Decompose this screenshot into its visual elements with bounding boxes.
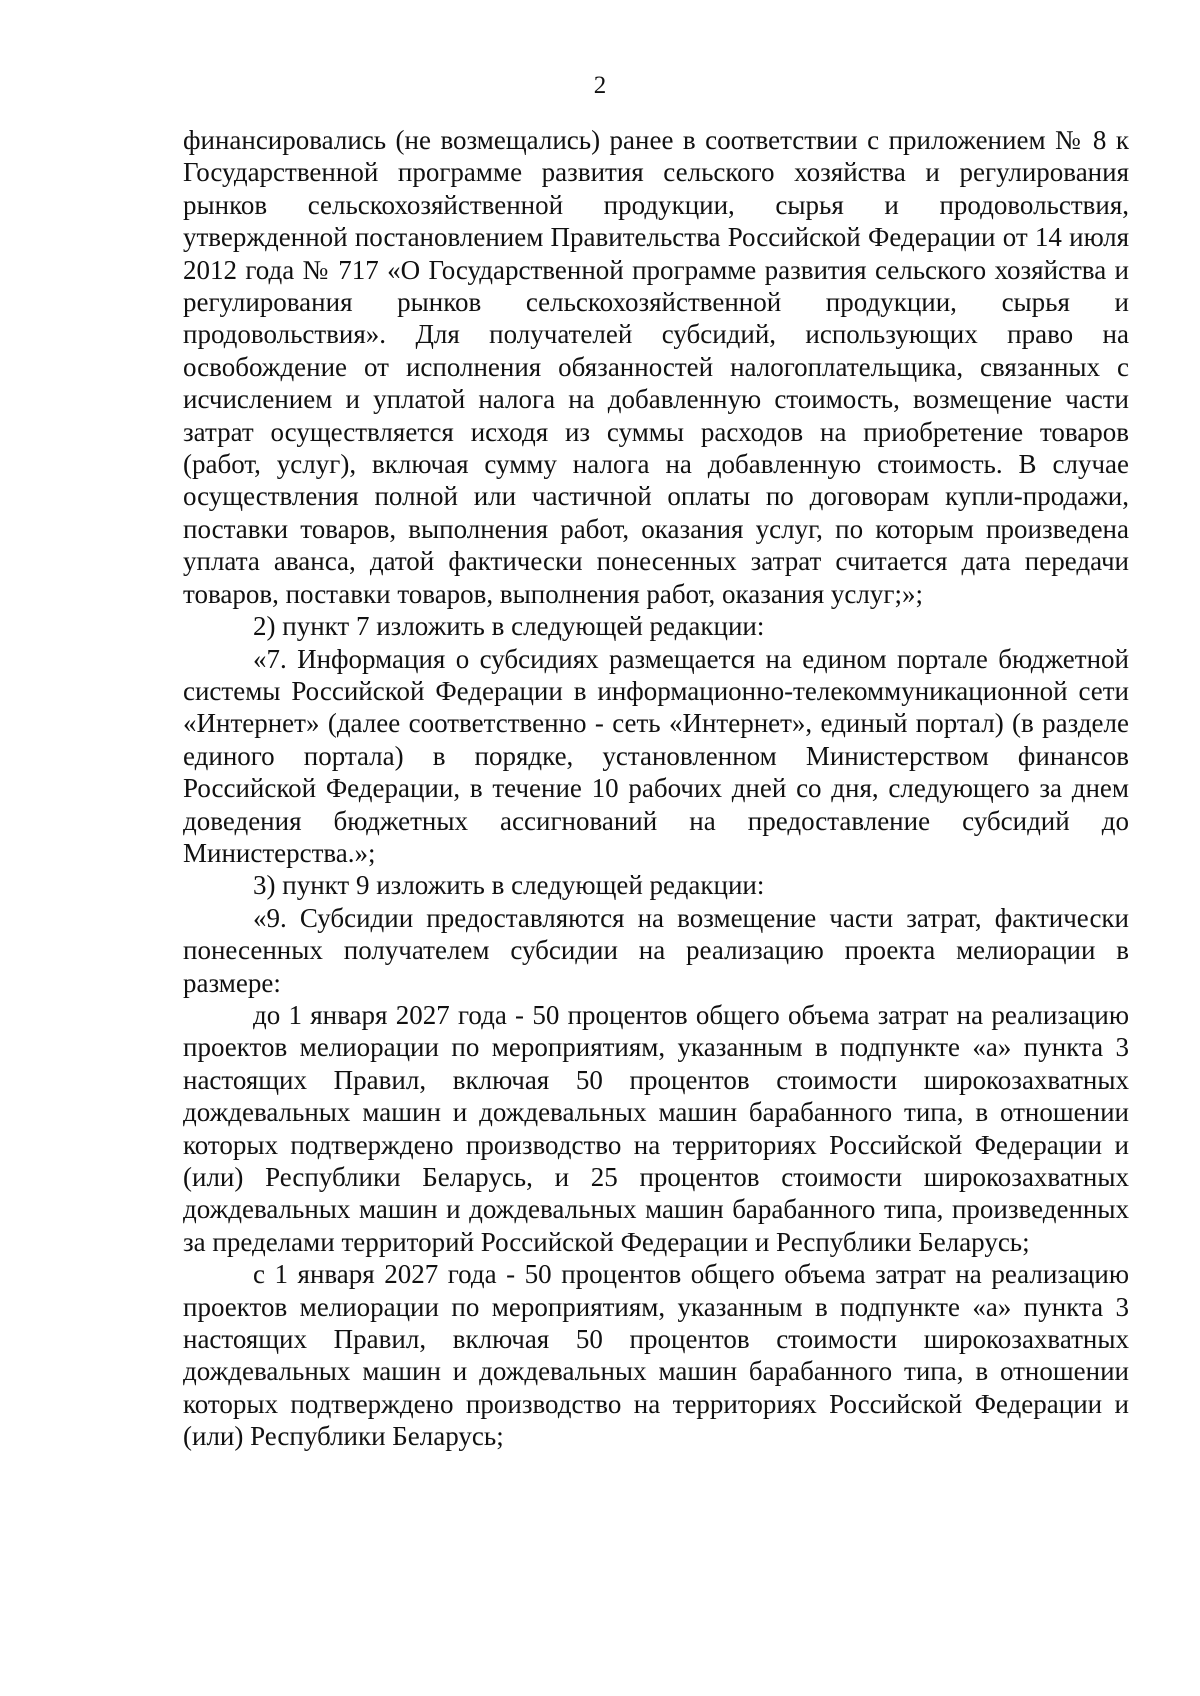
paragraph-item-3: 3) пункт 9 изложить в следующей редакции: bbox=[253, 870, 765, 901]
paragraph-point-7: «7. Информация о субсидиях размещается на едином портале бюджетной системы Российской Федерации в информационно-телекоммуникационной сети «Интернет» (далее соответственно - сеть «Интернет», единый портал) (в разделе единого портала) в порядке, установленном Министерством финансов Российской Федерации, в течение 10 рабочих дней со дня, следующего за днем доведения бюджетных ассигнований на предоставление субсидий до Министерства.»; bbox=[183, 643, 1129, 868]
paragraph-continuation: финансировались (не возмещались) ранее в соответствии с приложением № 8 к Государственной программе развития сельского хозяйства и регулирования рынков сельскохозяйственной продукции, сырья и продовольствия, утвержденной постановлением Правительства Российской Федерации от 14 июля 2012 года № 717 «О Государственной программе развития сельского хозяйства и регулирования рынков сельскохозяйственной продукции, сырья и продовольствия». Для получателей субсидий, использующих право на освобождение от исполнения обязанностей налогоплательщика, связанных с исчислением и уплатой налога на добавленную стоимость, возмещение части затрат осуществляется исходя из суммы расходов на приобретение товаров (работ, услуг), включая сумму налога на добавленную стоимость. В случае осуществления полной или частичной оплаты по договорам купли-продажи, поставки товаров, выполнения работ, оказания услуг, по которым произведена уплата аванса, датой фактически понесенных затрат считается дата передачи товаров, поставки товаров, выполнения работ, оказания услуг;»; bbox=[183, 125, 1129, 609]
document-body bbox=[183, 124, 1129, 1453]
paragraph-item-2: 2) пункт 7 изложить в следующей редакции: bbox=[253, 611, 765, 642]
paragraph-point-9: «9. Субсидии предоставляются на возмещение части затрат, фактически понесенных получателем субсидии на реализацию проекта мелиорации в размере: bbox=[183, 902, 1129, 998]
paragraph-from-2027: с 1 января 2027 года - 50 процентов общего объема затрат на реализацию проектов мелиорации по мероприятиям, указанным в подпункте «а» пункта 3 настоящих Правил, включая 50 процентов стоимости широкозахватных дождевальных машин и дождевальных машин барабанного типа, в отношении которых подтверждено производство на территориях Российской Федерации и (или) Республики Беларусь; bbox=[183, 1259, 1129, 1452]
page-number: 2 bbox=[593, 72, 607, 99]
paragraph-until-2027: до 1 января 2027 года - 50 процентов общего объема затрат на реализацию проектов мелиорации по мероприятиям, указанным в подпункте «а» пункта 3 настоящих Правил, включая 50 процентов стоимости широкозахватных дождевальных машин и дождевальных машин барабанного типа, в отношении которых подтверждено производство на территориях Российской Федерации и (или) Республики Беларусь, и 25 процентов стоимости широкозахватных дождевальных машин и дождевальных машин барабанного типа, произведенных за пределами территорий Российской Федерации и Республики Беларусь; bbox=[183, 999, 1129, 1257]
